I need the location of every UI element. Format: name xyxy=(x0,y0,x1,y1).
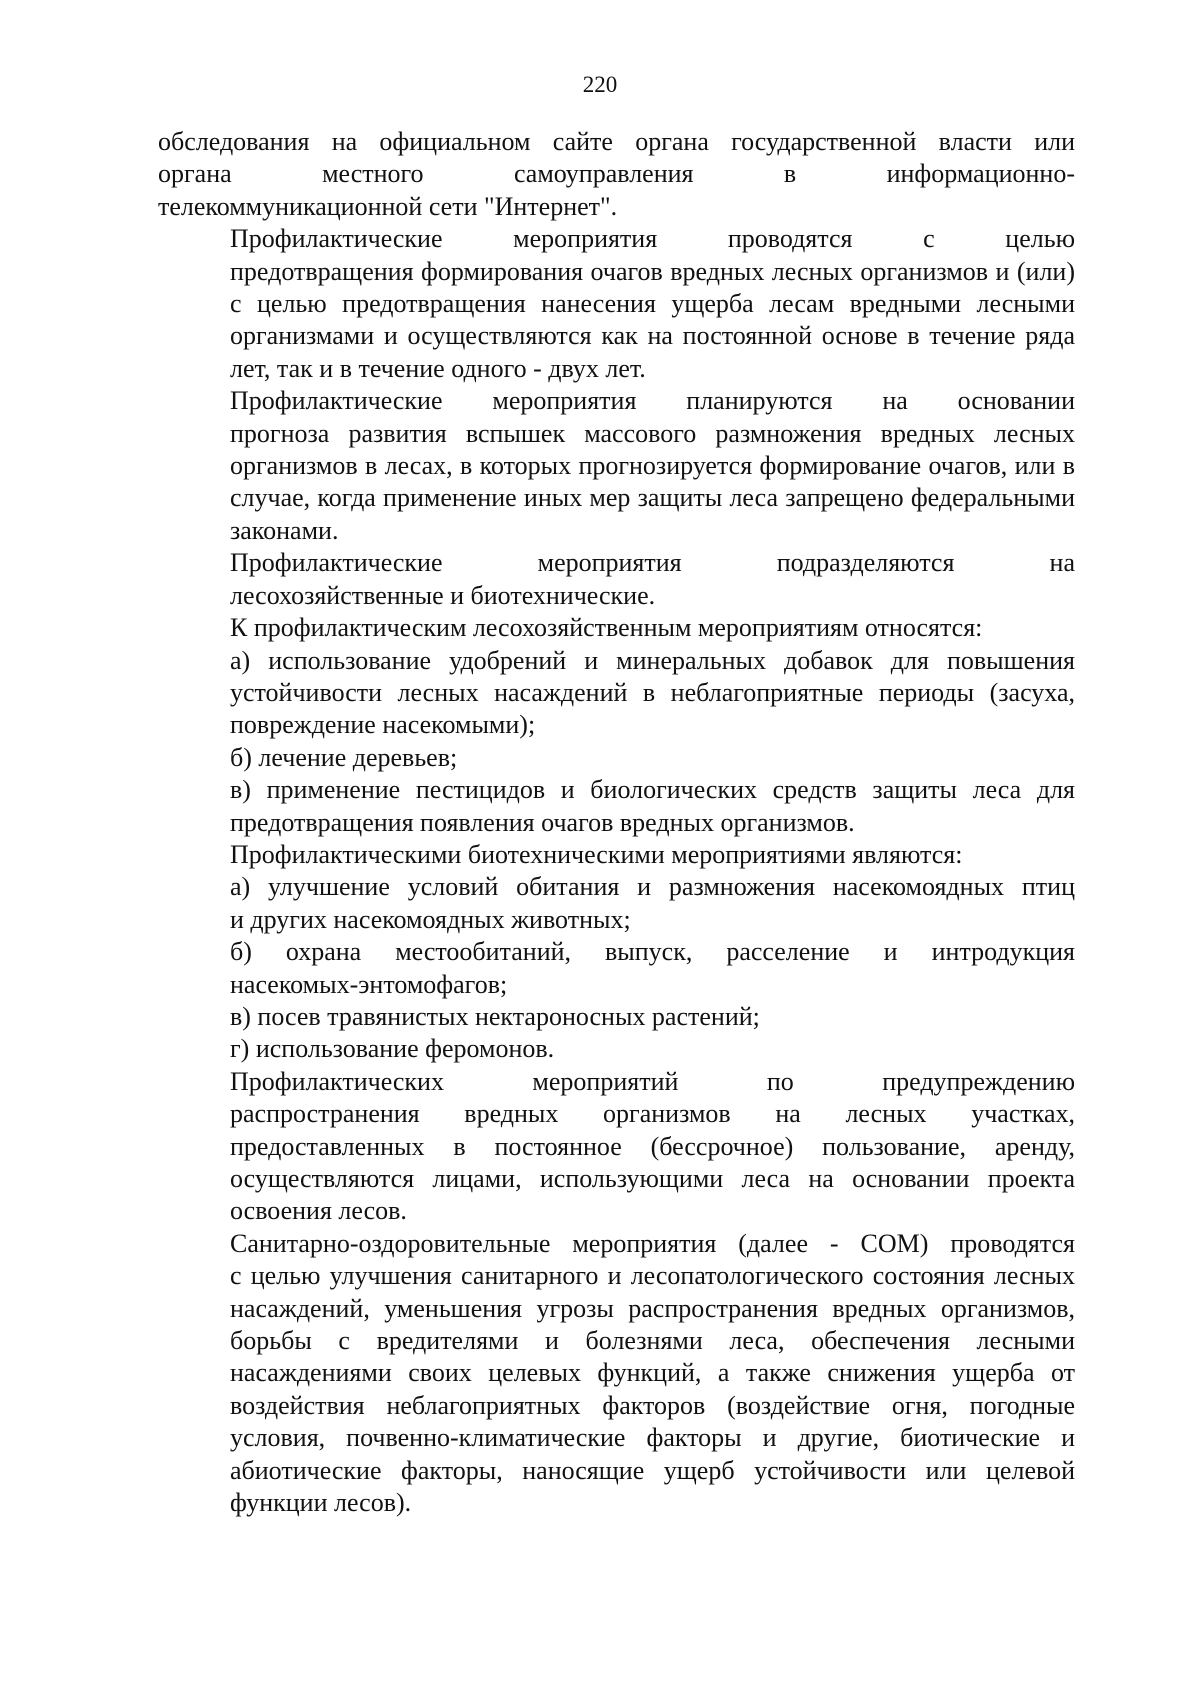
text-line: а) улучшение условий обитания и размножения насекомоядных птиц xyxy=(230,872,1075,902)
text-line: организмами и осуществляются как на постоянной основе в течение ряда xyxy=(230,321,1075,351)
paragraph-p6 xyxy=(158,742,1075,774)
text-line: б) охрана местообитаний, выпуск, расселение и интродукция xyxy=(230,937,1075,967)
text-line: а) использование удобрений и минеральных добавок для повышения xyxy=(230,645,1075,675)
paragraph-p4 xyxy=(158,612,1075,644)
page-number: 220 xyxy=(582,72,618,97)
paragraph-p9 xyxy=(158,871,1075,936)
text-line: абиотические факторы, наносящие ущерб устойчивости или целевой xyxy=(230,1455,1075,1485)
text-line: осуществляются лицами, использующими леса на основании проекта xyxy=(230,1164,1075,1193)
paragraph-p2 xyxy=(158,385,1075,547)
paragraph-p12 xyxy=(158,1033,1075,1065)
text-line: органа местного самоуправления в информационно- xyxy=(158,159,1075,189)
text-line: Профилактические мероприятия подразделяются на xyxy=(230,548,1075,578)
text-line: насаждений, уменьшения угрозы распространения вредных организмов, xyxy=(230,1293,1075,1323)
text-line: воздействия неблагоприятных факторов (воздействие огня, погодные xyxy=(230,1390,1075,1420)
text-line-last: лесохозяйственные и биотехнические. xyxy=(230,580,656,610)
text-line: прогноза развития вспышек массового размножения вредных лесных xyxy=(230,418,1075,448)
text-line: Санитарно-оздоровительные мероприятия (далее - СОМ) проводятся xyxy=(230,1228,1075,1258)
paragraph-p5 xyxy=(158,645,1075,742)
paragraph-p14 xyxy=(158,1228,1075,1520)
paragraph-p0 xyxy=(158,126,1075,223)
text-line: устойчивости лесных насаждений в неблагоприятные периоды (засуха, xyxy=(230,677,1075,707)
text-line: случае, когда применение иных мер защиты леса запрещено федеральными xyxy=(230,483,1075,513)
text-line-last: предотвращения появления очагов вредных организмов. xyxy=(230,807,855,837)
document-body xyxy=(158,126,1075,1519)
text-line: с целью улучшения санитарного и лесопатологического состояния лесных xyxy=(230,1261,1075,1291)
paragraph-p8 xyxy=(158,839,1075,871)
paragraph-p11 xyxy=(158,1001,1075,1033)
text-line: распространения вредных организмов на лесных участках, xyxy=(230,1099,1075,1129)
text-line: насаждениями своих целевых функций, а также снижения ущерба от xyxy=(230,1358,1075,1388)
text-line: предотвращения формирования очагов вредных лесных организмов и (или) xyxy=(230,256,1075,286)
text-line-last: повреждение насекомыми); xyxy=(230,710,536,740)
text-line-last: лет, так и в течение одного - двух лет. xyxy=(230,353,646,383)
text-line: условия, почвенно-климатические факторы и другие, биотические и xyxy=(230,1423,1075,1453)
paragraph-p1 xyxy=(158,223,1075,385)
paragraph-p7 xyxy=(158,774,1075,839)
paragraph-p13 xyxy=(158,1066,1075,1228)
text-line: Профилактических мероприятий по предупреждению xyxy=(230,1066,1075,1096)
text-line-last: законами. xyxy=(230,515,339,545)
text-line: предоставленных в постоянное (бессрочное) пользование, аренду, xyxy=(230,1131,1075,1161)
text-line: Профилактические мероприятия планируются на основании xyxy=(230,386,1075,416)
text-line: Профилактические мероприятия проводятся с целью xyxy=(230,224,1075,254)
paragraph-p3 xyxy=(158,547,1075,612)
text-line-last: и других насекомоядных животных; xyxy=(230,904,631,934)
text-line: организмов в лесах, в которых прогнозируется формирование очагов, или в xyxy=(230,451,1075,481)
paragraph-p10 xyxy=(158,936,1075,1001)
text-line: в) применение пестицидов и биологических средств защиты леса для xyxy=(230,775,1075,805)
text-line-last: К профилактическим лесохозяйственным мероприятиям относятся: xyxy=(230,613,983,643)
text-line-last: б) лечение деревьев; xyxy=(230,742,458,772)
text-line-last: насекомых-энтомофагов; xyxy=(230,969,508,999)
text-line-last: освоения лесов. xyxy=(230,1196,407,1226)
text-line-last: г) использование феромонов. xyxy=(230,1034,555,1064)
text-line-last: телекоммуникационной сети "Интернет". xyxy=(158,191,618,221)
text-line-last: в) посев травянистых нектароносных растений; xyxy=(230,1001,760,1031)
text-line-last: Профилактическими биотехническими мероприятиями являются: xyxy=(230,839,963,869)
text-line: с целью предотвращения нанесения ущерба лесам вредными лесными xyxy=(230,289,1075,319)
text-line-last: функции лесов). xyxy=(230,1488,412,1518)
text-line: борьбы с вредителями и болезнями леса, обеспечения лесными xyxy=(230,1326,1075,1356)
text-line: обследования на официальном сайте органа государственной власти или xyxy=(158,127,1075,156)
